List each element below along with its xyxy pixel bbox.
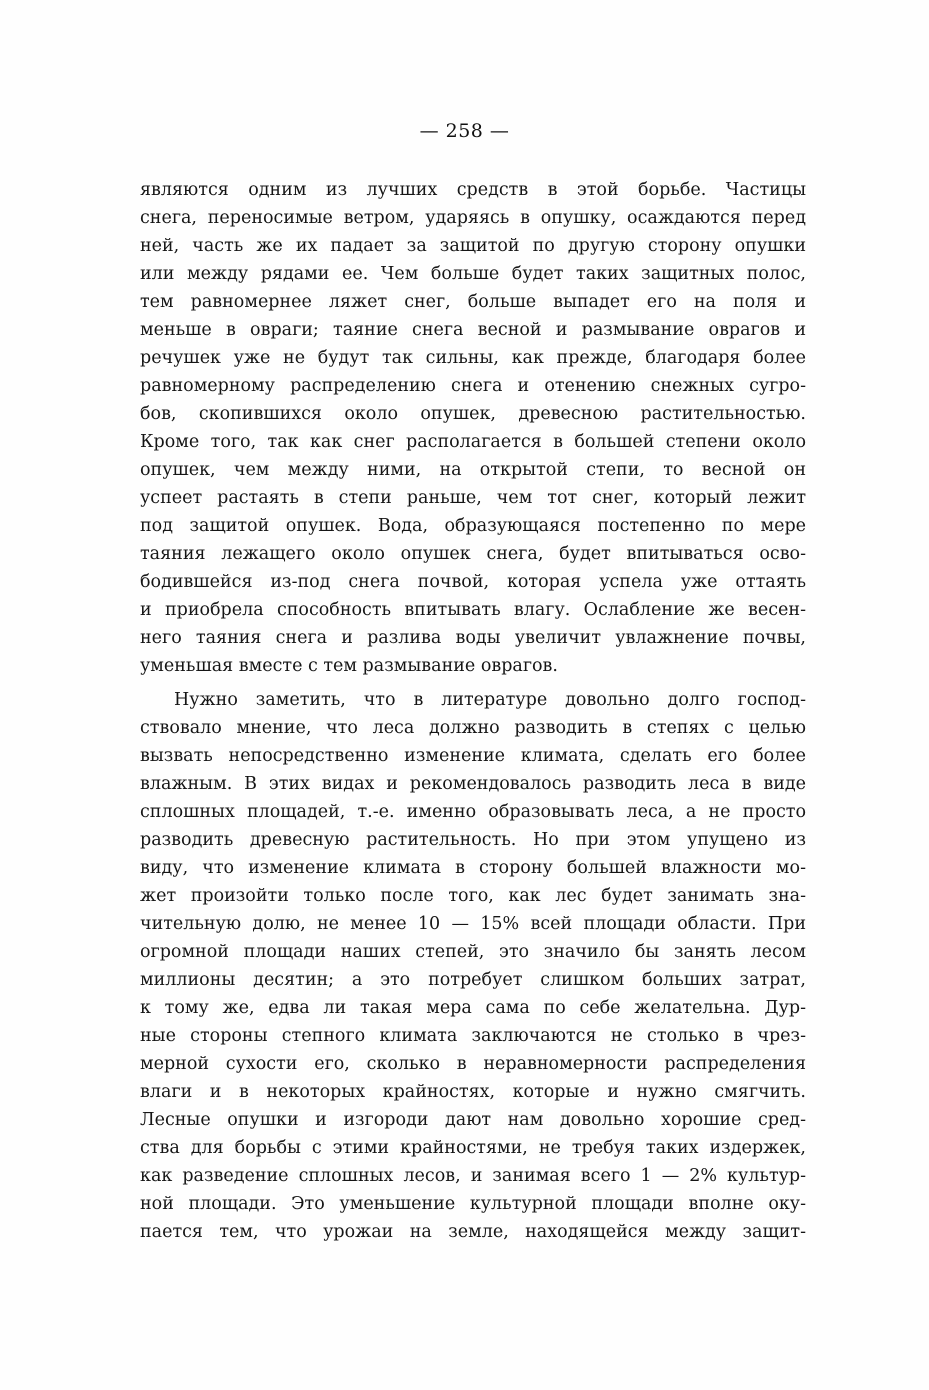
text-line: влажным. В этих видах и рекомендовалось разводить леса в виде (140, 774, 806, 794)
text-line: ства для борьбы с этими крайностями, не требуя таких издержек, (140, 1138, 806, 1158)
text-line: ные стороны степного климата заключаются не столько в чрез- (140, 1026, 806, 1046)
text-line: снега, переносимые ветром, ударяясь в опушку, осаждаются перед (140, 208, 806, 228)
text-line: равномерному распределению снега и отенению снежных сугро- (140, 376, 806, 396)
text-line: сплошных площадей, т.-е. именно образовывать леса, а не просто (140, 802, 806, 822)
text-line: виду, что изменение климата в сторону большей влажности мо- (140, 858, 806, 878)
text-line: как разведение сплошных лесов, и занимая всего 1 — 2% культур- (140, 1166, 806, 1186)
paragraph-2 (140, 686, 806, 1246)
text-line: Лесные опушки и изгороди дают нам довольно хорошие сред- (140, 1110, 806, 1130)
text-line: Кроме того, так как снег располагается в большей степени около (140, 432, 806, 452)
page-number: — 258 — (419, 120, 510, 142)
text-line: меньше в овраги; таяние снега весной и размывание оврагов и (140, 320, 806, 340)
text-line: ной площади. Это уменьшение культурной площади вполне оку- (140, 1194, 806, 1214)
text-line: к тому же, едва ли такая мера сама по себе желательна. Дур- (140, 998, 806, 1018)
text-line: опушек, чем между ними, на открытой степи, то весной он (140, 460, 806, 480)
text-line: разводить древесную растительность. Но при этом упущено из (140, 830, 806, 850)
text-line: него таяния снега и разлива воды увеличит увлажнение почвы, (140, 628, 806, 648)
paragraph-1 (140, 176, 806, 680)
text-line: вызвать непосредственно изменение климата, сделать его более (140, 746, 806, 766)
text-line: Нужно заметить, что в литературе довольно долго господ- (174, 690, 806, 710)
text-line: миллионы десятин; а это потребует слишком больших затрат, (140, 970, 806, 990)
text-line: являются одним из лучших средств в этой борьбе. Частицы (140, 180, 806, 200)
text-line: огромной площади наших степей, это значило бы занять лесом (140, 942, 806, 962)
text-line: успеет растаять в степи раньше, чем тот снег, который лежит (140, 488, 806, 508)
text-line: влаги и в некоторых крайностях, которые и нужно смягчить. (140, 1082, 806, 1102)
body-text (140, 176, 806, 1246)
text-line: речушек уже не будут так сильны, как прежде, благодаря более (140, 348, 806, 368)
text-line: мерной сухости его, сколько в неравномерности распределения (140, 1054, 806, 1074)
text-line: ней, часть же их падает за защитой по другую сторону опушки (140, 236, 806, 256)
text-line: бодившейся из-под снега почвой, которая успела уже оттаять (140, 572, 806, 592)
text-line: под защитой опушек. Вода, образующаяся постепенно по мере (140, 516, 806, 536)
text-line: уменьшая вместе с тем размывание оврагов. (140, 656, 558, 676)
text-line: таяния лежащего около опушек снега, будет впитываться осво- (140, 544, 806, 564)
text-line: тем равномернее ляжет снег, больше выпадет его на поля и (140, 292, 806, 312)
text-line: жет произойти только после того, как лес будет занимать зна- (140, 886, 806, 906)
text-line: или между рядами ее. Чем больше будет таких защитных полос, (140, 264, 806, 284)
text-line: и приобрела способность впитывать влагу. Ослабление же весен- (140, 600, 806, 620)
text-line: ствовало мнение, что леса должно разводить в степях с целью (140, 718, 806, 738)
text-line: чительную долю, не менее 10 — 15% всей площади области. При (140, 914, 806, 934)
text-line: пается тем, что урожаи на земле, находящейся между защит- (140, 1222, 806, 1242)
text-line: бов, скопившихся около опушек, древесною растительностью. (140, 404, 806, 424)
